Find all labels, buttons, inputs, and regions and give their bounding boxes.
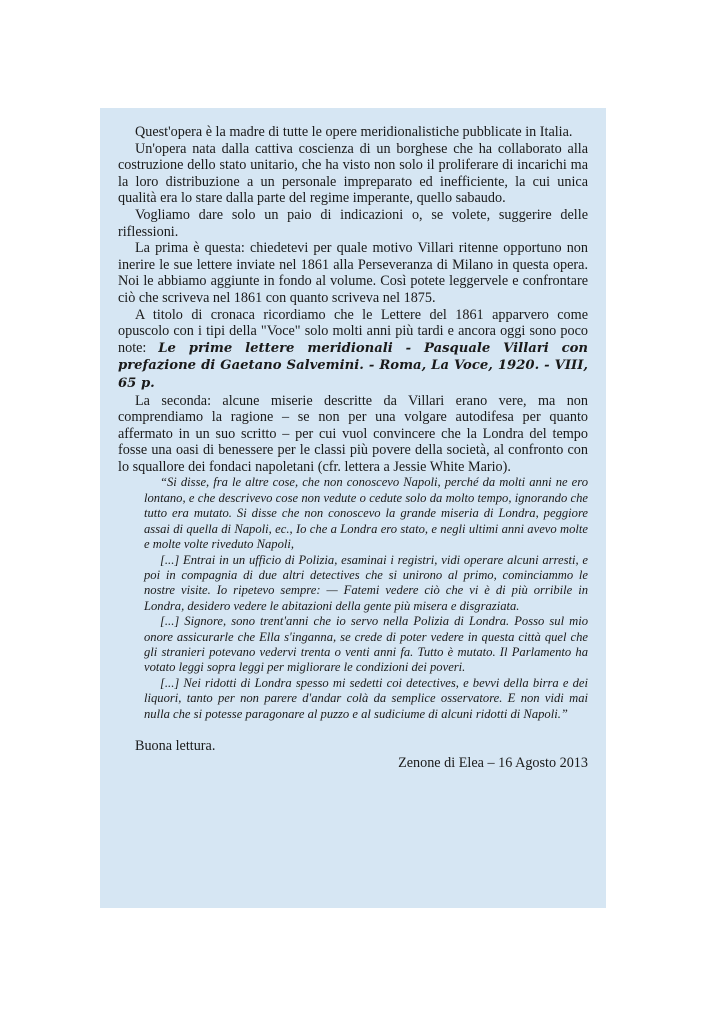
paragraph-intro: Quest'opera è la madre di tutte le opere meridionalistiche pubblicate in Italia. [135, 124, 573, 140]
quote-paragraph-4: [...] Nei ridotti di Londra spesso mi sedetti coi detectives, e bevvi della birra e dei liquori, tanto per non parere d'andar colà da semplice osservatore. E non vidi mai nulla che si potesse paragonare al puzzo e al sudiciume di alcuni ridotti di Napoli.” [144, 675, 588, 721]
paragraph-chronicle [118, 307, 588, 393]
quote-paragraph-1: “Si disse, fra le altre cose, che non conoscevo Napoli, perché da molti anni ne ero lontano, e che descrivevo cose non vedute o cedute solo da molto tempo, ignorando che tutto era mutato. Si disse che non conoscevo la grande miseria di Londra, peggiore assai di quella di Napoli, ec., Io che a Londra ero stato, e negli ultimi anni avevo molte e molte volte riveduto Napoli, [144, 475, 588, 552]
chronicle-text: A titolo di cronaca ricordiamo che le Lettere del 1861 apparvero come opuscolo con i tipi della "Voce" solo molti anni più tardi e ancora oggi sono poco note: [118, 306, 588, 356]
bibliographic-reference: Le prime lettere meridionali - Pasquale Villari con prefazione di Gaetano Salvemini. - Roma, La Voce, 1920. - VIII, 65 p. [118, 340, 588, 391]
paragraph-indications: Vogliamo dare solo un paio di indicazioni o, se volete, suggerire delle riflessioni. [118, 206, 588, 240]
text-box [100, 108, 606, 908]
closing-line: Buona lettura. [135, 737, 216, 754]
paragraph-origin: Un'opera nata dalla cattiva coscienza di un borghese che ha collaborato alla costruzione dello stato unitario, che ha visto non solo il proliferare di incarichi ma la loro distribuzione a un personale impreparato ed inefficiente, la cui unica qualità era lo stare dalla parte del regime imperante, quello sabaudo. [118, 140, 588, 207]
paragraph-second-point: La seconda: alcune miserie descritte da Villari erano vere, ma non comprendiamo la ragione – se non per una volgare autodifesa per quanto affermato in un suo scritto – per cui vuol convincere che la Londra del tempo fosse una oasi di benessere per le classi più povere della società, al confronto con lo squallore dei fondaci napoletani (cfr. lettera a Jessie White Mario). [118, 392, 588, 475]
quote-paragraph-2: [...] Entrai in un ufficio di Polizia, esaminai i registri, vidi operare alcuni arresti, e poi in compagnia di due altri detectives che si unirono al primo, cominciammo le nostre visite. Io ripetevo sempre: — Fatemi vedere ciò che vi è di più orribile in Londra, desidero vedere le abitazioni della gente più misera e disgraziata. [144, 552, 588, 613]
quote-paragraph-3: [...] Signore, sono trent'anni che io servo nella Polizia di Londra. Posso sul mio onore assicurarle che Ella s'inganna, se crede di poter vedere in questa città quel che gli stranieri potevano vedervi trenta o venti anni fa. Tutto è mutato. Il Parlamento ha votato leggi sopra leggi per migliorare le condizioni dei poveri. [144, 614, 588, 675]
paragraph-first-point: La prima è questa: chiedetevi per quale motivo Villari ritenne opportuno non inerire le sue lettere inviate nel 1861 alla Perseveranza di Milano in questa opera. Noi le abbiamo aggiunte in fondo al volume. Così potete leggervele e confrontare ciò che scriveva nel 1861 con quanto scriveva nel 1875. [118, 240, 588, 306]
signature: Zenone di Elea – 16 Agosto 2013 [398, 754, 588, 771]
